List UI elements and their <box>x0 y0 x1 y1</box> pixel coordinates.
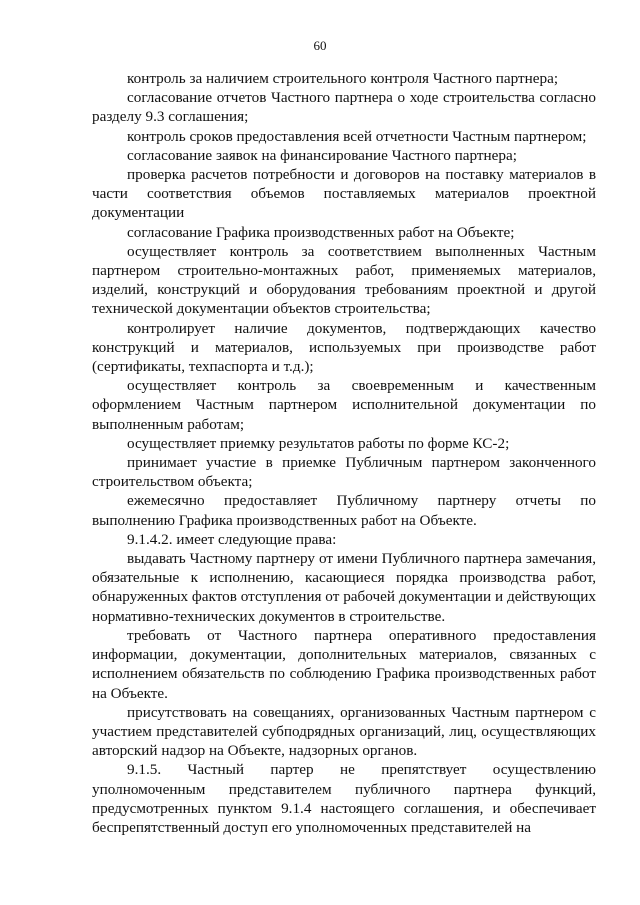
document-body <box>92 69 596 837</box>
section-heading-paragraph: 9.1.4.2. имеет следующие права: <box>127 530 337 548</box>
paragraph: ежемесячно предоставляет Публичному партнеру отчеты по выполнению Графика производственных работ на Объекте. <box>92 492 596 529</box>
paragraph: проверка расчетов потребности и договоров на поставку материалов в части соответствия объемов поставляемых материалов проектной документации <box>92 166 596 222</box>
paragraph: контроль за наличием строительного контроля Частного партнера; <box>127 70 559 87</box>
paragraph: контролирует наличие документов, подтверждающих качество конструкций и материалов, используемых при производстве работ (сертификаты, техпаспорта и т.д.); <box>92 319 596 376</box>
paragraph: согласование Графика производственных работ на Объекте; <box>127 223 515 241</box>
section-paragraph: 9.1.5. Частный партер не препятствует осуществлению уполномоченным представителем публичного партнера функций, предусмотренных пунктом 9.1.4 настоящего соглашения, и обеспечивает беспрепятственный доступ его уполномоченных представителей на <box>92 761 596 836</box>
paragraph: осуществляет контроль за своевременным и качественным оформлением Частным партнером исполнительной документации по выполненным работам; <box>92 377 596 433</box>
paragraph: согласование заявок на финансирование Частного партнера; <box>127 146 517 164</box>
paragraph: контроль сроков предоставления всей отчетности Частным партнером; <box>127 127 587 145</box>
paragraph: осуществляет контроль за соответствием выполненных Частным партнером строительно-монтажных работ, применяемых материалов, изделий, конструкций и оборудования требованиям проектной и другой технической документации объектов строительства; <box>92 242 596 318</box>
paragraph: согласование отчетов Частного партнера о ходе строительства согласно разделу 9.3 соглашения; <box>92 89 596 126</box>
paragraph: осуществляет приемку результатов работы по форме КС-2; <box>127 434 510 452</box>
paragraph: выдавать Частному партнеру от имени Публичного партнера замечания, обязательные к исполнению, касающиеся порядка производства работ, обнаруженных фактов отступления от рабочей документации и действующих нормативно-технических документов в строительстве. <box>92 550 596 625</box>
paragraph: принимает участие в приемке Публичным партнером законченного строительством объекта; <box>92 454 596 491</box>
page-number: 60 <box>313 38 327 53</box>
paragraph: присутствовать на совещаниях, организованных Частным партнером с участием представителей субподрядных организаций, лиц, осуществляющих авторский надзор на Объекте, надзорных органов. <box>92 703 596 760</box>
paragraph: требовать от Частного партнера оперативного предоставления информации, документации, дополнительных материалов, связанных с исполнением обязательств по соблюдению Графика производственных работ на Объекте. <box>92 626 596 702</box>
